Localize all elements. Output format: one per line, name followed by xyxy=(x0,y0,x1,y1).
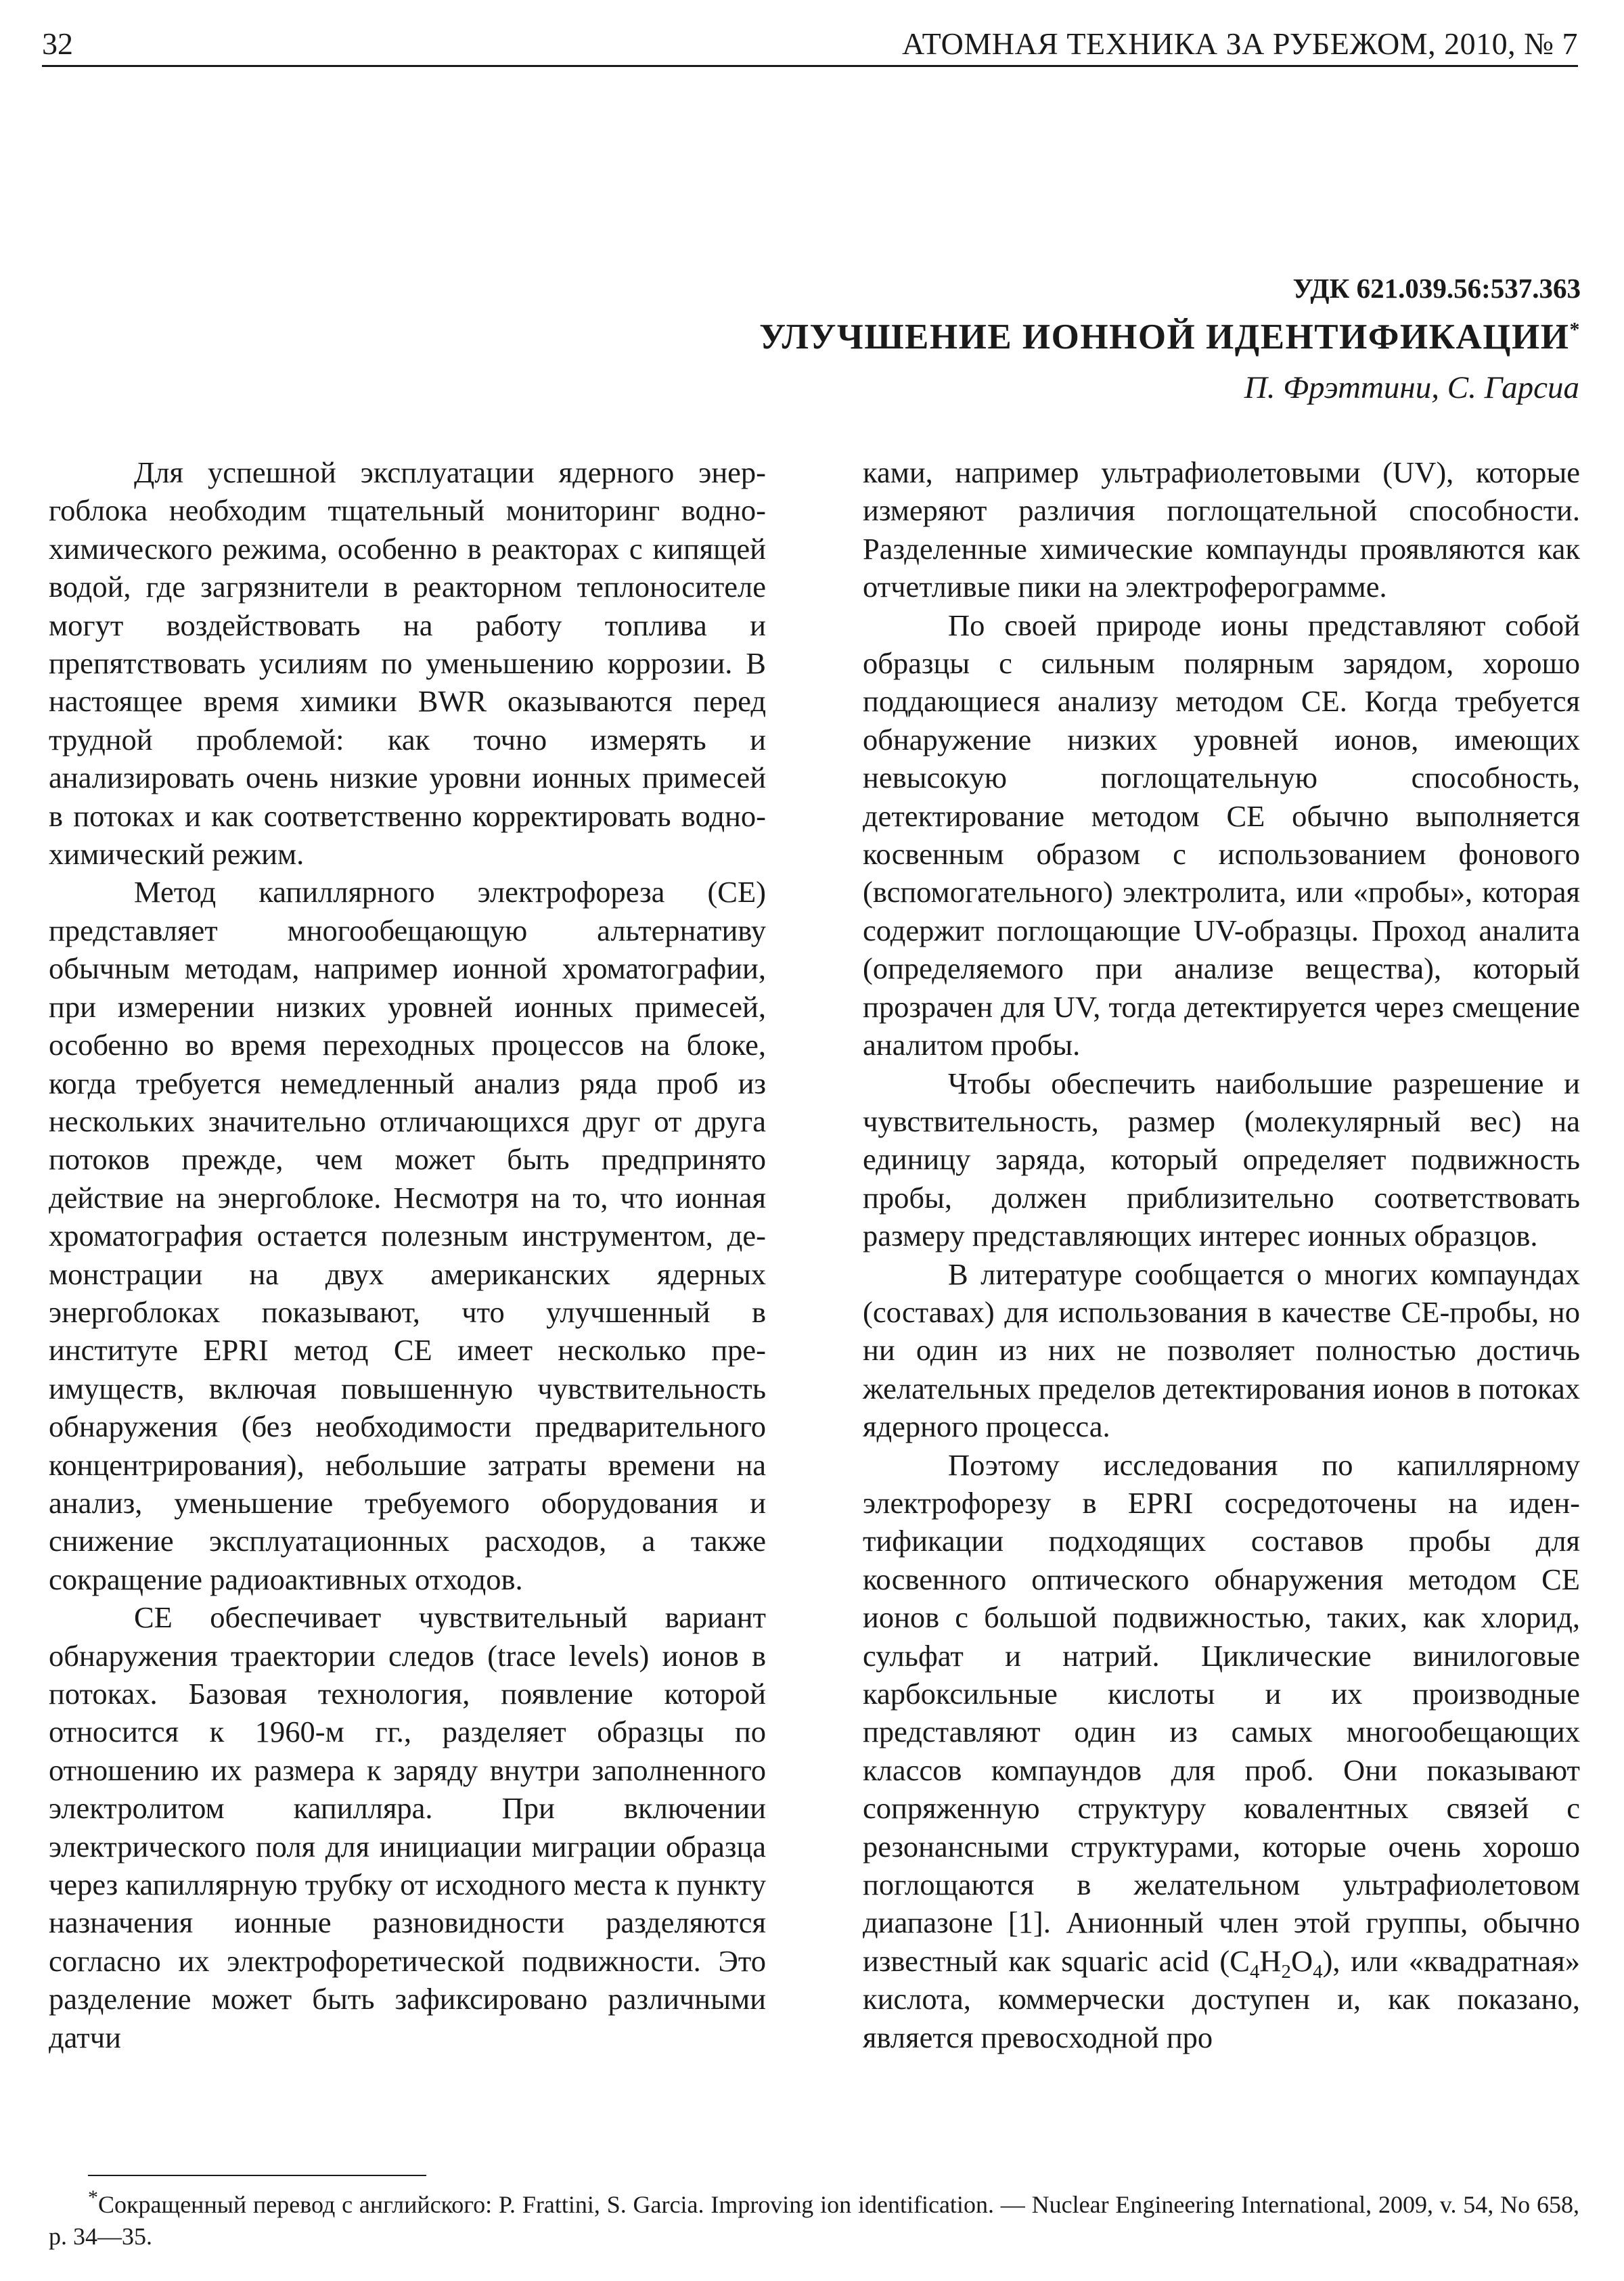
footnote-paragraph xyxy=(49,2182,1579,2253)
journal-title: АТОМНАЯ ТЕХНИКА ЗА РУБЕЖОМ, 2010, № 7 xyxy=(901,26,1578,61)
formula-element: C xyxy=(1230,1943,1250,1978)
paragraph: Для успешной эксплуатации ядерного энергоблока необходим тщательный мониторинг водно-химического режима, особенно в реакторах с кипящей водой, где загрязнители в реакторном теплоносителе могут воздействовать на работу топлива и препятствовать усилиям по уменьшению коррозии. В настоящее время химики BWR оказываются перед трудной проблемой: как точно измерять и анализировать очень низкие уровни ионных примесей в потоках и как соответственно корректировать водно-химический режим. xyxy=(49,455,766,872)
formula-subscript: 2 xyxy=(1281,1960,1291,1983)
text-after-formula: ), или «квадратная» кислота, коммерчески доступен и, как показано, является превосходной про xyxy=(863,1943,1581,2054)
formula-subscript: 4 xyxy=(1249,1960,1260,1983)
running-header xyxy=(42,26,1578,66)
paragraph: Метод капиллярного электрофореза (CE) представляет многообещающую альтернативу обычным методам, например ионной хроматографии, при измерении низких уровней ионных примесей, особенно во время переходных процессов на блоке, когда требуется немедленный анализ ряда проб из нескольких значительно отличающихся друг от друга потоков прежде, чем может быть предпринято действие на энергоблоке. Несмотря на то, что ионная хроматография остается полезным инструментом, демонстрации на двух американских ядерных энергоблоках показывают, что улучшенный в институте EPRI метод CE имеет несколько преимуществ, включая повышенную чувствительность обнаружения (без необходимости предварительного концентрирования), небольшие затраты времени на анализ, уменьшение требуемого оборудования и снижение эксплуатационных расходов, а также сокращение радиоактивных отходов. xyxy=(49,875,766,1596)
chemical-formula xyxy=(1230,1943,1323,1983)
title-footnote-mark: * xyxy=(1569,318,1581,341)
udc-code: УДК 621.039.56:537.363 xyxy=(1292,273,1581,304)
text-before-formula: Поэтому исследования по капиллярному электрофорезу в EPRI сосредоточены на идентификации подходящих составов пробы для косвенного оптического обнаружения методом CE ионов с большой подвижностью, таких, как хлорид, сульфат и натрий. Циклические винилоговые карбоксильные кислоты и их производные представляют один из самых многообещающих классов компаундов для проб. Они показывают сопряженную структуру ковалентных связей с резонансными структурами, которые очень хорошо поглощаются в желательном ультрафиолетовом диапазоне [1]. Анионный член этой группы, обычно известный как squaric acid ( xyxy=(863,1447,1580,1978)
article-title xyxy=(759,317,1581,357)
header-rule xyxy=(42,65,1578,67)
formula-element: O xyxy=(1290,1943,1313,1978)
title-text: УЛУЧШЕНИЕ ИОННОЙ ИДЕНТИФИКАЦИИ xyxy=(759,317,1570,357)
formula-element: H xyxy=(1259,1943,1282,1978)
right-column xyxy=(863,453,1580,2056)
paragraph: Чтобы обеспечить наибольшие разрешение и чувствительность, размер (молекулярный вес) на единицу заряда, который определяет подвижность пробы, должен приблизительно соответствовать размеру представляющих интерес ионных образцов. xyxy=(863,1066,1580,1253)
paragraph: В литературе сообщается о многих компаундах (составах) для использования в качестве CE-пробы, но ни один из них не позволяет полностью достичь желательных пределов детектирования ионов в потоках ядерного процесса. xyxy=(863,1257,1580,1444)
paragraph-continuation: ками, например ультрафиолетовыми (UV), которые измеряют различия поглощательной способности. Разделенные химические компаунды проявляются как отчетливые пики на электроферограмме. xyxy=(863,455,1580,604)
paragraph: CE обеспечивает чувствительный вариант обнаружения траектории следов (trace levels) ионов в потоках. Базовая технология, появление которой относится к 1960-м гг., разделяет образцы по отношению их размера к заряду внутри заполненного электролитом капилляра. При включении электрического поля для инициации миграции образца через капиллярную трубку от исходного места к пункту назначения ионные разновидности разделяются согласно их электрофоретической подвижности. Это разделение может быть зафиксировано различными датчи xyxy=(49,1600,766,2054)
footnote xyxy=(49,2182,1579,2253)
footnote-text: Сокращенный перевод с английского: P. Frattini, S. Garcia. Improving ion identification. — Nuclear Engineering International, 2009, v. 54, No 658, p. 34—35. xyxy=(49,2191,1579,2250)
footnote-rule xyxy=(88,2175,426,2176)
article-authors: П. Фрэттини, С. Гарсиа xyxy=(1244,370,1579,405)
paragraph-with-formula xyxy=(863,1446,1580,2057)
footnote-mark: * xyxy=(88,2186,98,2209)
left-column xyxy=(49,453,766,2056)
page-number: 32 xyxy=(42,26,73,61)
paragraph: По своей природе ионы представляют собой образцы с сильным полярным зарядом, хорошо поддающиеся анализу методом CE. Когда требуется обнаружение низких уровней ионов, имеющих невысокую поглощательную способность, детектирование методом CE обычно выполняется косвенным образом с использованием фонового (вспомогательного) электролита, или «пробы», которая содержит поглощающие UV-образцы. Проход аналита (определяемого при анализе вещества), который прозрачен для UV, тогда детектируется через смещение аналитом пробы. xyxy=(863,608,1580,1062)
formula-subscript: 4 xyxy=(1313,1960,1323,1983)
